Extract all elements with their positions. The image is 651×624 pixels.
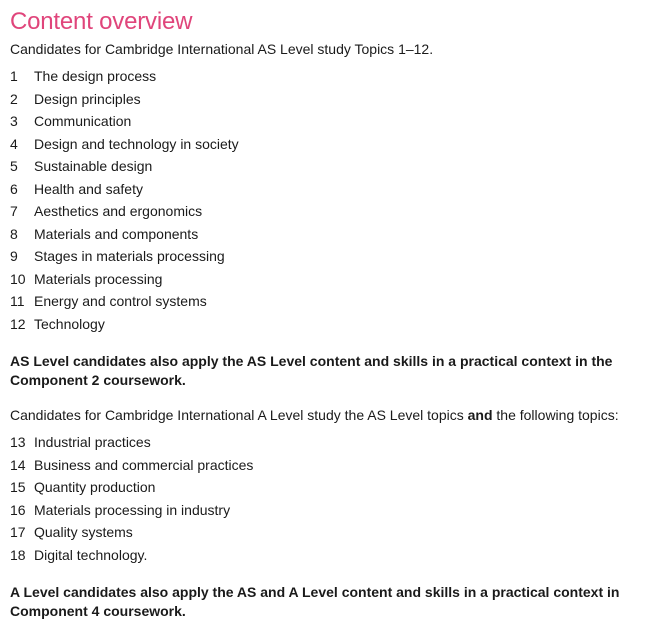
topic-label: Communication: [34, 113, 132, 129]
a-level-topic-list: [10, 431, 253, 566]
topic-item: [10, 454, 253, 477]
topic-item: [10, 476, 253, 499]
topic-number: 18: [10, 546, 26, 563]
topic-item: [10, 88, 239, 111]
topic-number: 9: [10, 248, 18, 264]
as-level-intro: Candidates for Cambridge International AS Level study Topics 1–12.: [10, 41, 434, 57]
topic-item: [10, 544, 253, 567]
topic-label: Stages in materials processing: [34, 248, 225, 264]
topic-number: 14: [10, 456, 26, 473]
topic-label: Technology: [34, 315, 105, 332]
topic-label: Quantity production: [34, 479, 156, 495]
topic-label: Design principles: [34, 90, 141, 107]
topic-label: Design and technology in society: [34, 135, 239, 152]
topic-item: [10, 245, 239, 268]
a-level-intro: [10, 406, 619, 424]
topic-label: Materials processing in industry: [34, 501, 231, 518]
topic-item: [10, 155, 239, 178]
topic-label: Materials processing: [34, 270, 163, 287]
topic-label: Aesthetics and ergonomics: [34, 203, 203, 219]
topic-item: [10, 223, 239, 246]
topic-number: 7: [10, 203, 18, 219]
topic-item: [10, 110, 239, 133]
topic-item: [10, 431, 253, 454]
topic-label: Energy and control systems: [34, 293, 207, 309]
topic-item: [10, 268, 239, 291]
topic-item: [10, 65, 239, 88]
topic-label: Industrial practices: [34, 434, 151, 450]
a-level-intro-emphasis: and: [467, 407, 493, 423]
topic-item: [10, 133, 239, 156]
a-level-coursework-note: A Level candidates also apply the AS and A Level content and skills in a practical context in Component 4 coursework.: [10, 584, 620, 619]
topic-number: 17: [10, 524, 26, 540]
page-title: Content overview: [10, 8, 193, 35]
topic-label: Business and commercial practices: [34, 456, 254, 473]
topic-number: 16: [10, 501, 26, 518]
topic-number: 10: [10, 270, 26, 287]
a-level-intro-text-end: the following topics:: [492, 407, 619, 423]
topic-number: 15: [10, 479, 26, 495]
topic-label: The design process: [34, 68, 157, 84]
topic-item: [10, 200, 239, 223]
topic-number: 4: [10, 135, 18, 152]
topic-label: Health and safety: [34, 180, 143, 197]
topic-label: Digital technology.: [34, 546, 148, 563]
topic-number: 3: [10, 113, 18, 129]
topic-number: 12: [10, 315, 26, 332]
topic-label: Sustainable design: [34, 158, 153, 174]
topic-item: [10, 313, 239, 336]
topic-label: Materials and components: [34, 225, 199, 242]
topic-label: Quality systems: [34, 524, 133, 540]
topic-number: 6: [10, 180, 18, 197]
topic-number: 11: [10, 293, 25, 309]
topic-item: [10, 290, 239, 313]
topic-number: 13: [10, 434, 26, 450]
topic-number: 8: [10, 225, 18, 242]
topic-item: [10, 521, 253, 544]
as-level-topic-list: [10, 65, 239, 335]
topic-number: 5: [10, 158, 18, 174]
topic-item: [10, 499, 253, 522]
topic-item: [10, 178, 239, 201]
topic-number: 1: [10, 68, 18, 84]
a-level-intro-text: Candidates for Cambridge International A Level study the AS Level topics: [10, 407, 468, 423]
topic-number: 2: [10, 90, 18, 107]
as-level-coursework-note: AS Level candidates also apply the AS Level content and skills in a practical context in the Component 2 coursework.: [10, 353, 613, 388]
